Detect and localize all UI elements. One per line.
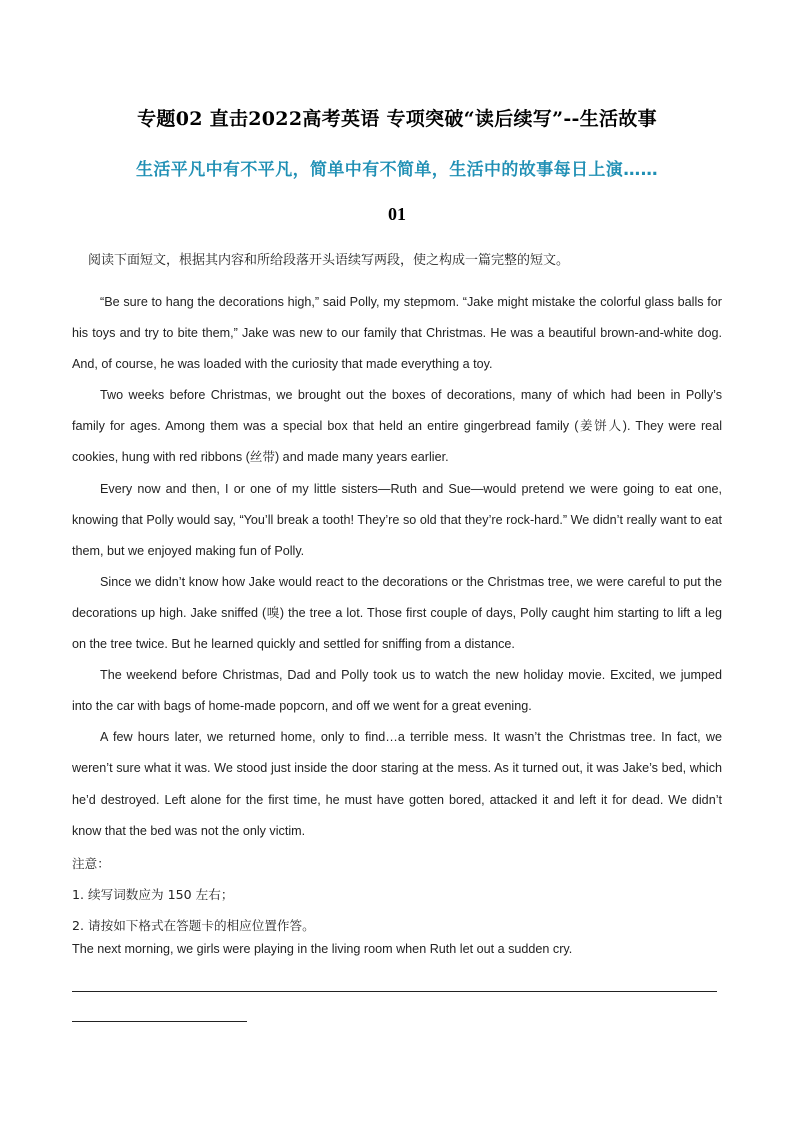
reading-instruction: 阅读下面短文，根据其内容和所给段落开头语续写两段，使之构成一篇完整的短文。 [88,253,570,268]
section-number: 01 [388,204,406,224]
note-item: 1. 续写词数应为 150 左右； [72,887,234,903]
note-item: 2. 请按如下格式在答题卡的相应位置作答。 [72,918,315,934]
document-subtitle: 生活平凡中有不平凡，简单中有不简单，生活中的故事每日上演…… [136,160,658,180]
story-paragraph-3: Every now and then, I or one of my little sisters—Ruth and Sue—would pretend we were going to eat one, knowing that Polly would say, “You’ll break a tooth! They’re so old that they’re rock-hard.” We didn’t really want to eat them, but we enjoyed making fun of Polly. [72,481,722,558]
story-paragraph-6: A few hours later, we returned home, only to find…a terrible mess. It wasn’t the Christmas tree. In fact, we weren’t sure what it was. We stood just inside the door staring at the mess. As it turned out, it was Jake’s bed, which he’d destroyed. Left alone for the first time, he must have gotten bored, attacked it and left it for dead. We didn’t know that the bed was not the only victim. [72,730,722,838]
continuation-starter: The next morning, we girls were playing in the living room when Ruth let out a sudden cry. [72,942,573,956]
answer-line [72,991,717,992]
document-title: 专题02 直击2022高考英语 专项突破“读后续写”--生活故事 [137,108,657,130]
notes-heading: 注意： [72,856,110,871]
story-paragraph-5: The weekend before Christmas, Dad and Polly took us to watch the new holiday movie. Excited, we jumped into the car with bags of home-made popcorn, and off we went for a great evening. [72,668,722,714]
story-text [72,287,722,847]
story-paragraph-2: Two weeks before Christmas, we brought out the boxes of decorations, many of which had been in Polly’s family for ages. Among them was a special box that held an entire gingerbread family (姜饼人). They were real cookies, hung with red ribbons (丝带) and made many years earlier. [72,388,722,465]
notes-section [72,848,722,942]
answer-line [72,1021,247,1022]
story-paragraph-4: Since we didn’t know how Jake would react to the decorations or the Christmas tree, we were careful to put the decorations up high. Jake sniffed (嗅) the tree a lot. Those first couple of days, Polly caught him starting to lift a leg on the tree twice. But he learned quickly and settled for sniffing from a distance. [72,574,722,652]
story-paragraph-1: “Be sure to hang the decorations high,” said Polly, my stepmom. “Jake might mistake the colorful glass balls for his toys and try to bite them,” Jake was new to our family that Christmas. He was a beautiful brown-and-white dog. And, of course, he was loaded with the curiosity that made everything a toy. [72,295,722,372]
